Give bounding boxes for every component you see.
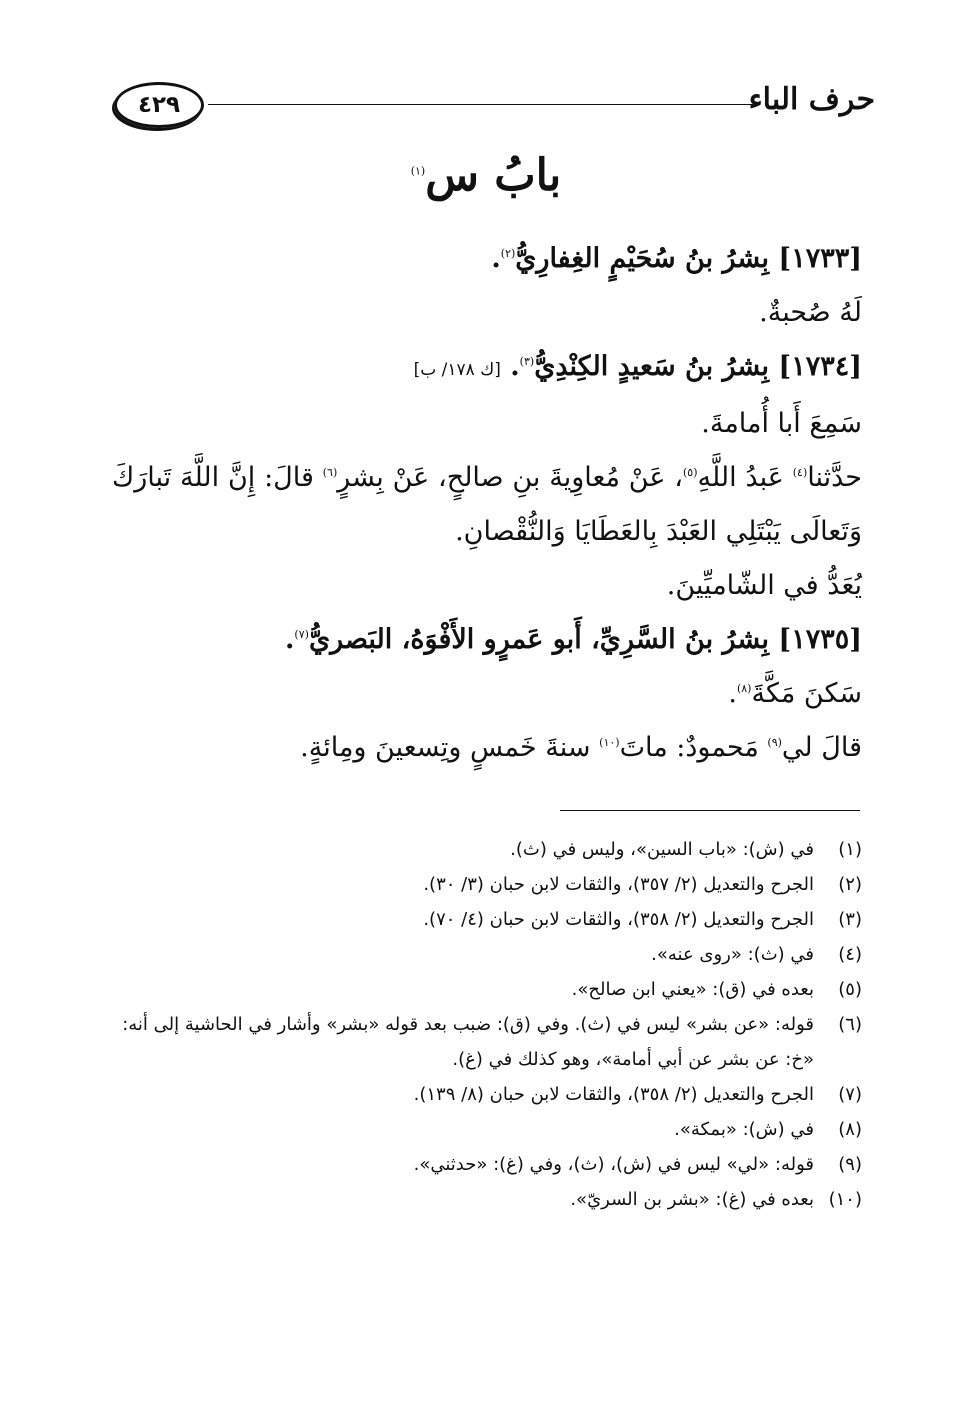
entry-text: مَحمودٌ: ماتَ: [619, 732, 768, 763]
footnote-text: الجرح والتعديل (٢/ ٣٥٨)، والثقات لابن حبان (٨/ ١٣٩).: [413, 1084, 814, 1105]
hadith-text: عَبدُ اللَّهِ: [697, 462, 793, 493]
footnote-number: (١٠): [828, 1189, 862, 1210]
chapter-title: [0, 150, 972, 201]
footnote: [110, 832, 862, 867]
manuscript-ref: [ك ١٧٨/ ب]: [413, 360, 501, 380]
footnote-ref: (٢): [500, 247, 516, 260]
entry-heading: [١٧٣٥] بِشرُ بنُ السَّرِيِّ، أَبو عَمرٍو الأَفْوَهُ، البَصريُّ$^{(٧)}$.: [285, 624, 862, 655]
footnote: [110, 867, 862, 902]
entry-heading-text: [١٧٣٤] بِشرُ بنُ سَعيدٍ الكِنْدِيُّ: [534, 351, 862, 382]
footnote-ref: (٣): [519, 355, 535, 368]
footnote-text: في (ش): «بمكة».: [674, 1119, 814, 1140]
footnote-number: (٦): [838, 1014, 862, 1035]
entry-heading: [١٧٣٤] بِشرُ بنُ سَعيدٍ الكِنْدِيُّ$^{(٣)}$. [ك ١٧٨/ ب]: [413, 351, 862, 382]
footnote-number: (٥): [838, 979, 862, 1000]
footnote: [110, 1007, 862, 1077]
footnote-number: (٨): [838, 1119, 862, 1140]
running-title: حرف الباء: [748, 82, 875, 117]
footnote-ref: (٥): [683, 466, 698, 479]
footnote-ref: (٩): [767, 736, 782, 749]
footnote-ref: (٤): [792, 466, 808, 479]
entry-line: [112, 667, 862, 721]
header-rule: [208, 104, 753, 105]
footnote-number: (٤): [838, 944, 862, 965]
footnote-text: بعده في (غ): «بشر بن السريّ».: [570, 1189, 814, 1210]
footnote: [110, 1182, 862, 1217]
entry-text: سنةَ خَمسٍ وتِسعينَ ومِائةٍ.: [300, 732, 600, 763]
footnote-text: الجرح والتعديل (٢/ ٣٥٧)، والثقات لابن حبان (٣/ ٣٠).: [423, 874, 814, 895]
footnote-number: (٧): [838, 1084, 862, 1105]
footnote-text: في (ش): «باب السين»، وليس في (ث).: [510, 839, 814, 860]
footnote: [110, 972, 862, 1007]
footnote-number: (٩): [838, 1154, 862, 1175]
entry-heading-text: [١٧٣٥] بِشرُ بنُ السَّرِيِّ، أَبو عَمرٍو الأَفْوَهُ، البَصريُّ: [308, 624, 862, 655]
footnote-ref: (١): [410, 164, 426, 178]
page-number-badge: [114, 82, 204, 128]
page-header: [110, 78, 875, 138]
entry-heading-text: [١٧٣٣] بِشرُ بنُ سُحَيْمٍ الغِفارِيُّ: [515, 243, 862, 274]
footnote-ref: (٧): [294, 628, 309, 641]
footnote: [110, 1147, 862, 1182]
footnote-text: في (ث): «روى عنه».: [651, 944, 814, 965]
entry-text: سَكنَ مَكَّةَ: [751, 678, 862, 709]
footnote-number: (٢): [838, 874, 862, 895]
footnote-ref: (١٠): [599, 736, 620, 749]
footnote-text: الجرح والتعديل (٢/ ٣٥٨)، والثقات لابن حبان (٤/ ٧٠).: [423, 909, 814, 930]
hadith-text: حدَّثنا: [807, 462, 862, 493]
footnote: [110, 937, 862, 972]
footnote-number: (١): [838, 839, 862, 860]
footnote-text: بعده في (ق): «يعني ابن صالح».: [571, 979, 814, 1000]
footnote-separator: [560, 810, 860, 811]
footnote-text: قوله: «عن بشر» ليس في (ث). وفي (ق): ضبب بعد قوله «بشر» وأشار في الحاشية إلى أنه: «خ: عن بشر عن أبي أمامة»، وهو كذلك في (غ).: [122, 1014, 814, 1070]
entry-line: لَهُ صُحبةٌ.: [759, 297, 862, 328]
hadith-text: قالَ: إِنَّ اللَّهَ تَبارَكَ: [112, 462, 323, 493]
chapter-title-text: بابُ س: [425, 150, 562, 201]
footnote-ref: (٨): [736, 682, 752, 695]
footnote: [110, 1077, 862, 1112]
footnotes: [110, 832, 862, 1217]
footnote-text: قوله: «لي» ليس في (ش)، (ث)، وفي (غ): «حدثني».: [413, 1154, 814, 1175]
main-text: [112, 232, 862, 775]
footnote-number: (٣): [838, 909, 862, 930]
entry-heading: [١٧٣٣] بِشرُ بنُ سُحَيْمٍ الغِفارِيُّ$^{(٢)}$.: [491, 243, 862, 274]
hadith-line: [112, 451, 862, 505]
entry-line: يُعَدُّ في الشّاميِّينَ.: [666, 570, 862, 601]
footnote: [110, 902, 862, 937]
hadith-text: ، عَنْ مُعاوِيةَ بنِ صالحٍ، عَنْ بِشرٍ: [337, 462, 683, 493]
footnote: [110, 1112, 862, 1147]
hadith-line: وَتَعالَى يَبْتَلِي العَبْدَ بِالعَطَايَا وَالنُّقْصانِ.: [455, 516, 862, 547]
footnote-ref: (٦): [322, 466, 338, 479]
entry-line: سَمِعَ أَبا أُمامةَ.: [701, 408, 862, 439]
entry-text: قالَ لي: [781, 732, 862, 763]
entry-text: .: [728, 678, 737, 709]
entry-line: [112, 721, 862, 775]
page-number: ٤٢٩: [137, 92, 181, 118]
